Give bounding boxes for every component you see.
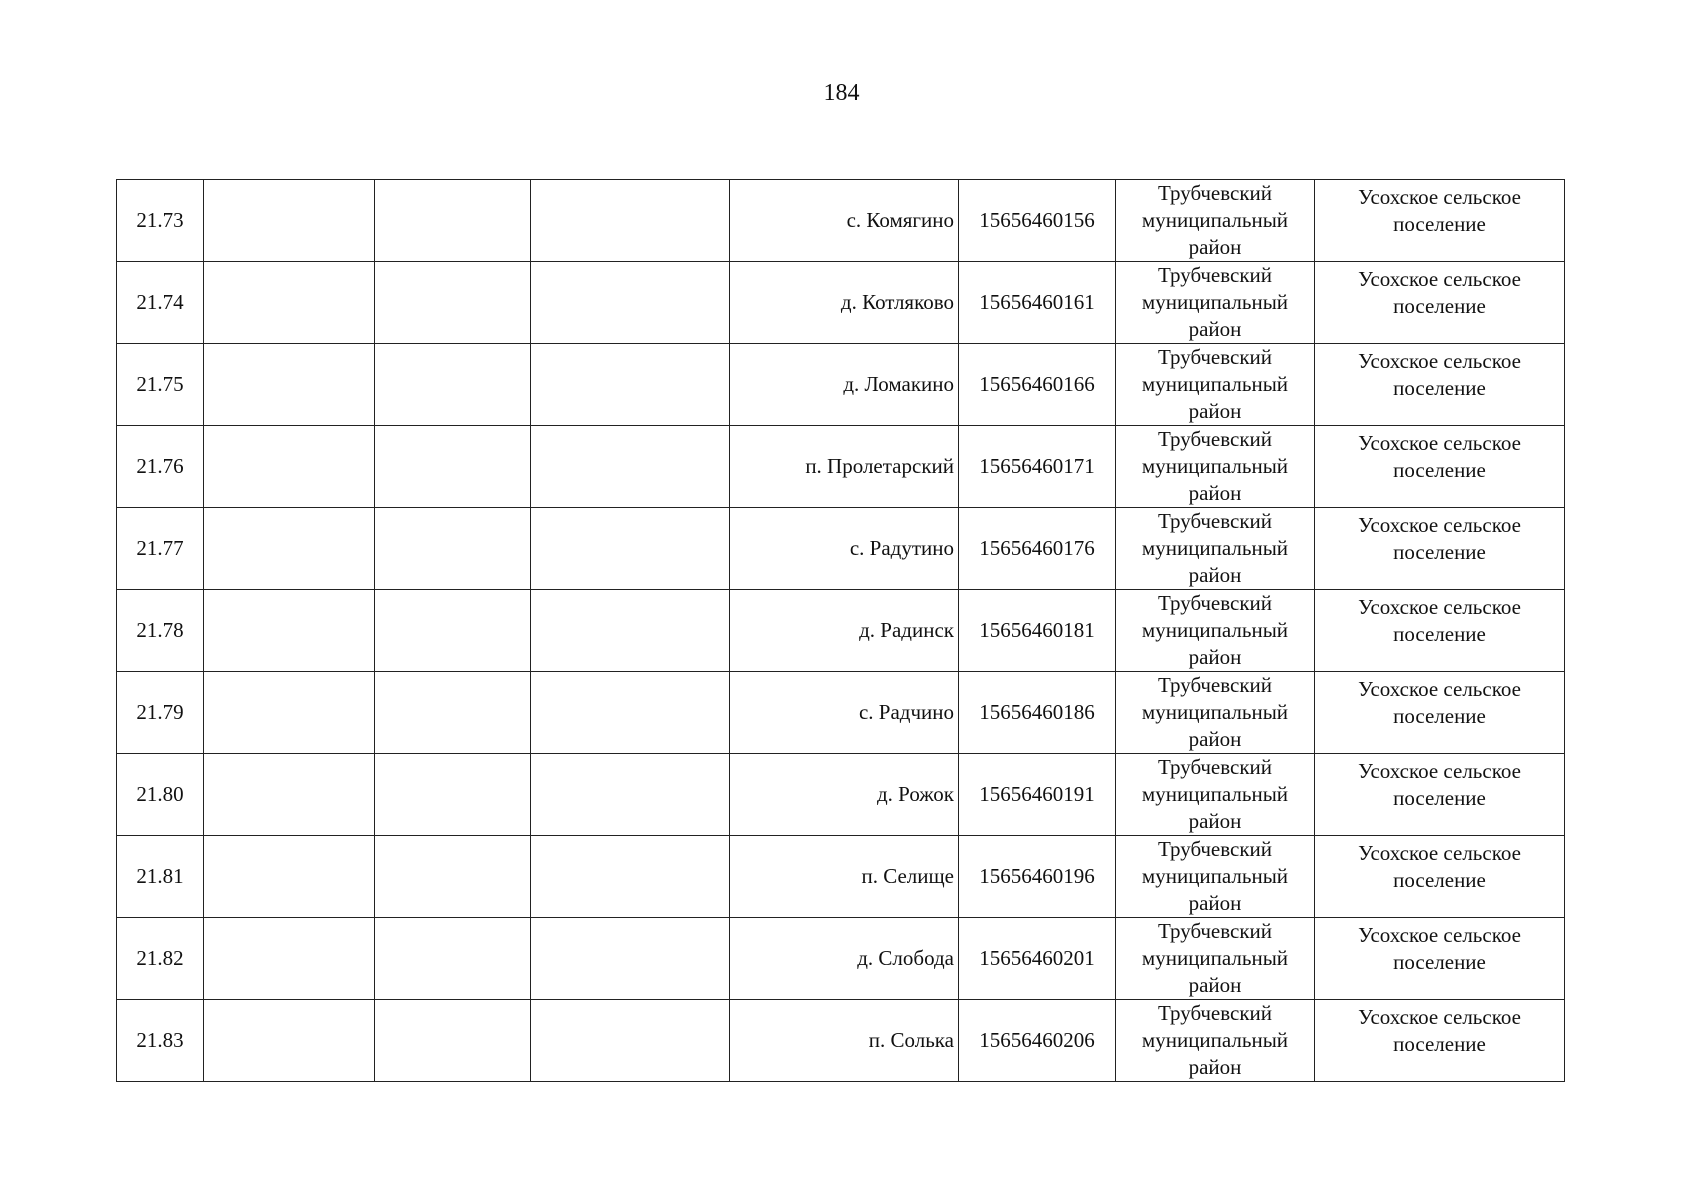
- empty-cell: [375, 262, 531, 344]
- oktmo-code: 15656460171: [959, 426, 1116, 508]
- oktmo-code: 15656460156: [959, 180, 1116, 262]
- row-number: 21.75: [117, 344, 204, 426]
- oktmo-code: 15656460196: [959, 836, 1116, 918]
- district-name: Трубчевский муниципальный район: [1116, 590, 1315, 672]
- settlement-name: с. Радутино: [730, 508, 959, 590]
- oktmo-code: 15656460181: [959, 590, 1116, 672]
- municipality-name: Усохское сельское поселение: [1358, 594, 1521, 646]
- municipality-cell: [1315, 672, 1565, 754]
- empty-cell: [204, 508, 375, 590]
- empty-cell: [375, 344, 531, 426]
- settlement-name: д. Рожок: [730, 754, 959, 836]
- municipality-name: Усохское сельское поселение: [1358, 922, 1521, 974]
- empty-cell: [375, 508, 531, 590]
- table-body: [117, 180, 1565, 1082]
- row-number: 21.81: [117, 836, 204, 918]
- oktmo-code: 15656460166: [959, 344, 1116, 426]
- oktmo-code: 15656460161: [959, 262, 1116, 344]
- table-row: [117, 426, 1565, 508]
- table-row: [117, 262, 1565, 344]
- municipality-cell: [1315, 918, 1565, 1000]
- table-row: [117, 918, 1565, 1000]
- empty-cell: [375, 1000, 531, 1082]
- district-name: Трубчевский муниципальный район: [1116, 426, 1315, 508]
- oktmo-code: 15656460191: [959, 754, 1116, 836]
- empty-cell: [375, 754, 531, 836]
- empty-cell: [204, 180, 375, 262]
- district-name: Трубчевский муниципальный район: [1116, 262, 1315, 344]
- empty-cell: [531, 180, 730, 262]
- oktmo-code: 15656460206: [959, 1000, 1116, 1082]
- empty-cell: [531, 918, 730, 1000]
- empty-cell: [531, 426, 730, 508]
- oktmo-code: 15656460176: [959, 508, 1116, 590]
- page-number: 184: [823, 80, 860, 106]
- settlement-name: п. Пролетарский: [730, 426, 959, 508]
- municipality-name: Усохское сельское поселение: [1358, 840, 1521, 892]
- municipality-cell: [1315, 344, 1565, 426]
- settlement-name: д. Котляково: [730, 262, 959, 344]
- municipality-name: Усохское сельское поселение: [1358, 676, 1521, 728]
- table-row: [117, 180, 1565, 262]
- empty-cell: [204, 754, 375, 836]
- empty-cell: [204, 672, 375, 754]
- empty-cell: [204, 344, 375, 426]
- empty-cell: [531, 1000, 730, 1082]
- empty-cell: [531, 590, 730, 672]
- empty-cell: [531, 344, 730, 426]
- municipality-name: Усохское сельское поселение: [1358, 348, 1521, 400]
- municipality-cell: [1315, 262, 1565, 344]
- table-row: [117, 672, 1565, 754]
- settlement-name: с. Комягино: [730, 180, 959, 262]
- table-row: [117, 344, 1565, 426]
- empty-cell: [204, 262, 375, 344]
- municipality-name: Усохское сельское поселение: [1358, 758, 1521, 810]
- row-number: 21.73: [117, 180, 204, 262]
- row-number: 21.80: [117, 754, 204, 836]
- empty-cell: [531, 836, 730, 918]
- row-number: 21.82: [117, 918, 204, 1000]
- empty-cell: [531, 508, 730, 590]
- empty-cell: [375, 836, 531, 918]
- municipality-cell: [1315, 508, 1565, 590]
- row-number: 21.76: [117, 426, 204, 508]
- settlement-name: д. Слобода: [730, 918, 959, 1000]
- empty-cell: [204, 836, 375, 918]
- table-row: [117, 754, 1565, 836]
- municipality-name: Усохское сельское поселение: [1358, 1004, 1521, 1056]
- empty-cell: [531, 262, 730, 344]
- oktmo-code: 15656460201: [959, 918, 1116, 1000]
- settlement-name: п. Солька: [730, 1000, 959, 1082]
- row-number: 21.79: [117, 672, 204, 754]
- empty-cell: [375, 672, 531, 754]
- municipality-cell: [1315, 180, 1565, 262]
- empty-cell: [375, 180, 531, 262]
- municipality-name: Усохское сельское поселение: [1358, 266, 1521, 318]
- row-number: 21.74: [117, 262, 204, 344]
- settlement-name: д. Радинск: [730, 590, 959, 672]
- municipality-cell: [1315, 1000, 1565, 1082]
- row-number: 21.83: [117, 1000, 204, 1082]
- empty-cell: [375, 918, 531, 1000]
- empty-cell: [204, 590, 375, 672]
- district-name: Трубчевский муниципальный район: [1116, 672, 1315, 754]
- settlements-table: [116, 179, 1565, 1082]
- empty-cell: [204, 918, 375, 1000]
- municipality-name: Усохское сельское поселение: [1358, 184, 1521, 236]
- empty-cell: [531, 672, 730, 754]
- row-number: 21.77: [117, 508, 204, 590]
- district-name: Трубчевский муниципальный район: [1116, 1000, 1315, 1082]
- settlement-name: п. Селище: [730, 836, 959, 918]
- table-row: [117, 508, 1565, 590]
- settlement-name: с. Радчино: [730, 672, 959, 754]
- district-name: Трубчевский муниципальный район: [1116, 344, 1315, 426]
- municipality-cell: [1315, 590, 1565, 672]
- row-number: 21.78: [117, 590, 204, 672]
- table-row: [117, 836, 1565, 918]
- empty-cell: [531, 754, 730, 836]
- empty-cell: [204, 426, 375, 508]
- district-name: Трубчевский муниципальный район: [1116, 754, 1315, 836]
- table-row: [117, 1000, 1565, 1082]
- district-name: Трубчевский муниципальный район: [1116, 918, 1315, 1000]
- district-name: Трубчевский муниципальный район: [1116, 180, 1315, 262]
- district-name: Трубчевский муниципальный район: [1116, 508, 1315, 590]
- oktmo-code: 15656460186: [959, 672, 1116, 754]
- municipality-cell: [1315, 836, 1565, 918]
- empty-cell: [375, 426, 531, 508]
- municipality-name: Усохское сельское поселение: [1358, 430, 1521, 482]
- municipality-name: Усохское сельское поселение: [1358, 512, 1521, 564]
- district-name: Трубчевский муниципальный район: [1116, 836, 1315, 918]
- empty-cell: [375, 590, 531, 672]
- municipality-cell: [1315, 754, 1565, 836]
- table-row: [117, 590, 1565, 672]
- municipality-cell: [1315, 426, 1565, 508]
- empty-cell: [204, 1000, 375, 1082]
- settlement-name: д. Ломакино: [730, 344, 959, 426]
